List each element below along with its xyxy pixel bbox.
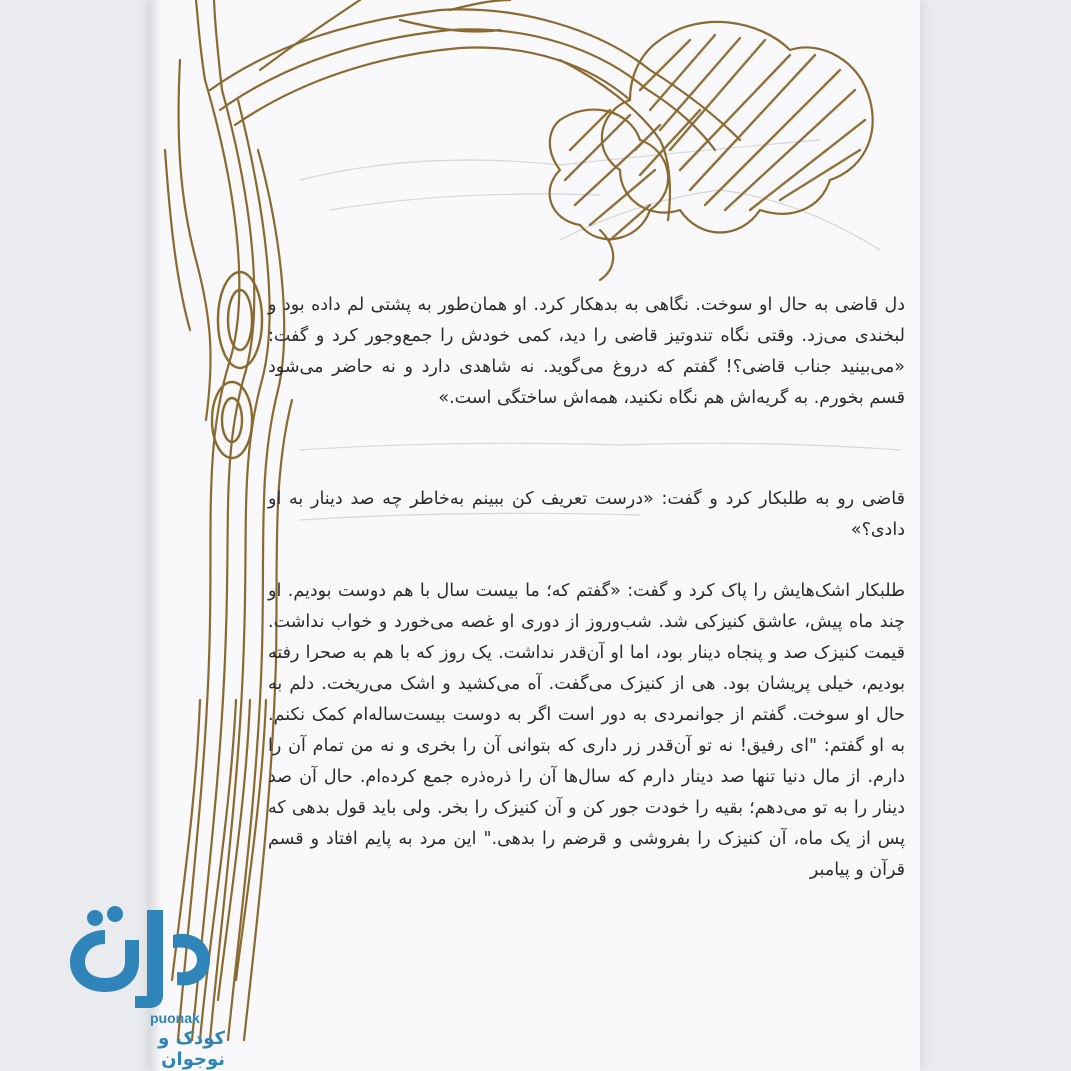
puonak-logo-mark-icon (65, 900, 215, 1010)
paragraph-1: دل قاضی به حال او سوخت. نگاهی به بدهکار کرد. او همان‌طور به پشتی لم داده بود و لبخندی می‌زد. وقتی نگاه تندوتیز قاضی را دید، کمی خودش را جمع‌وجور کرد و گفت: «می‌بینید جناب قاضی؟! گفتم که دروغ می‌گوید. نه شاهدی دارد و نه حاضر می‌شود قسم بخورم. به گریه‌اش هم نگاه نکنید، همه‌اش ساختگی است.» (268, 295, 905, 408)
logo-farsi-text: کودک و نوجوان (158, 1028, 225, 1070)
puonak-logo (55, 900, 225, 1070)
paragraph-3: طلبکار اشک‌هایش را پاک کرد و گفت: «گفتم که؛ ما بیست سال با هم دوست بودیم. او چند ماه پیش، عاشق کنیزکی شد. شب‌وروز از دوری او غصه می‌خورد و خواب نداشت. قیمت کنیزک صد و پنجاه دینار بود، اما او آن‌قدر نداشت. یک روز که با هم به صحرا رفته بودیم، خیلی پریشان بود. هی از کنیزک می‌گفت. آه می‌کشید و اشک می‌ریخت. دلم به حال او سوخت. گفتم از جوانمردی به دور است اگر به دوست بیست‌ساله‌ام کمک نکنم. به او گفتم: "ای رفیق! نه تو آن‌قدر زر داری که بتوانی آن را بخری و نه من تمام آن را دارم. از مال دنیا تنها صد دینار دارم که سال‌ها آن را ذره‌ذره جمع کرده‌ام. حال آن صد دینار را به تو می‌دهم؛ بقیه را خودت جور کن و آن کنیزک را بخر. ولی باید قول بدهی که پس از یک ماه، آن کنیزک را بفروشی و قرضم را بدهی." این مرد به پایم افتاد و قسم قرآن و پیامبر (268, 581, 905, 880)
paragraph-2: قاضی رو به طلبکار کرد و گفت: «درست تعریف کن ببینم به‌خاطر چه صد دینار به او دادی؟» (268, 489, 905, 540)
logo-latin-text: puonak (150, 1010, 200, 1026)
